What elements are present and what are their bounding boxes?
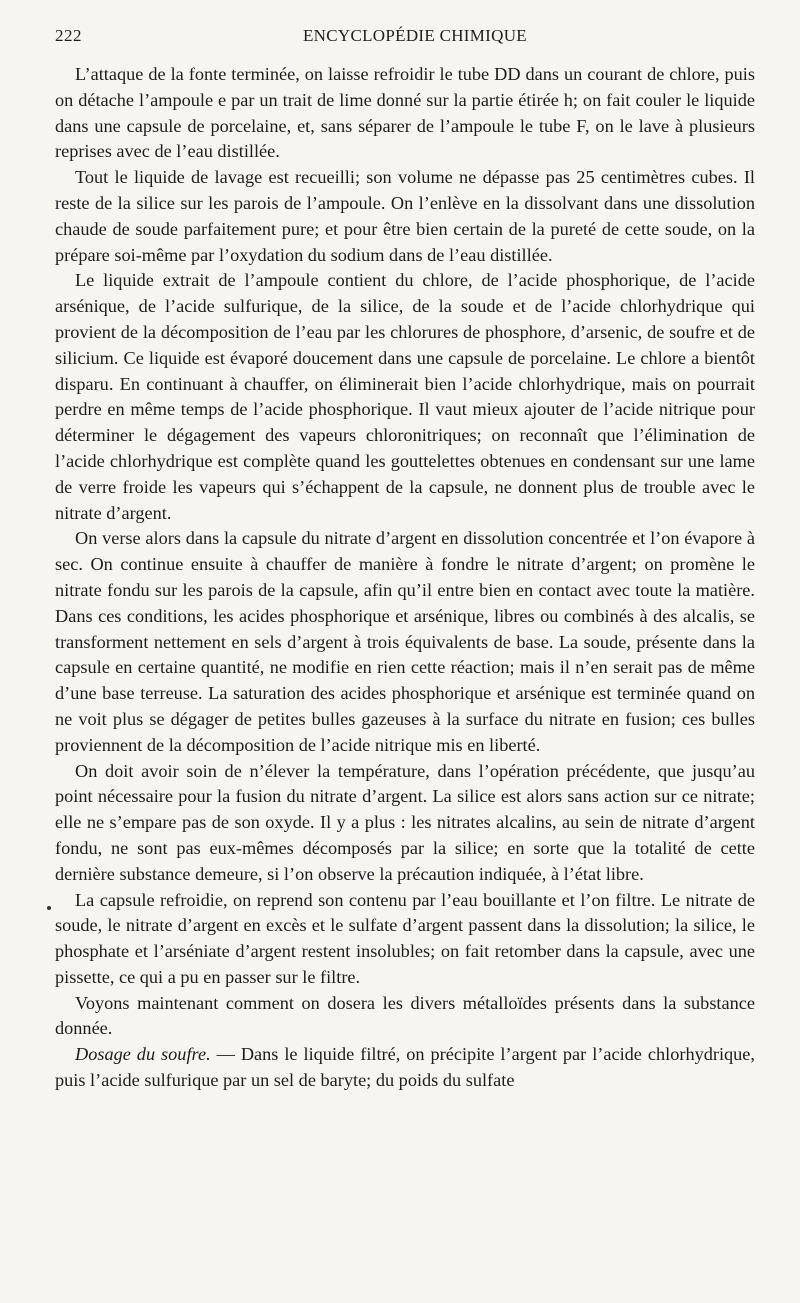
paragraph-3: Le liquide extrait de l’ampoule contient du chlore, de l’acide phosphorique, de l’acide arsénique, de l’acide sulfurique, de la silice, de la soude et de l’acide chlorhydrique qui provient de la décomposition de l’eau par les chlorures de phosphore, d’arsenic, de soufre et de silicium. Ce liquide est évaporé doucement dans une capsule de porcelaine. Le chlore a bientôt disparu. En continuant à chauffer, on éliminerait bien l’acide chlorhydrique, mais on pourrait perdre en même temps de l’acide phosphorique. Il vaut mieux ajouter de l’acide nitrique pour déterminer le dégagement des vapeurs chloronitriques; on reconnaît que l’élimination de l’acide chlorhydrique est complète quand les gouttelettes obtenues en condensant sur une lame de verre froide les vapeurs qui s’échappent de la capsule, ne donnent plus de trouble avec le nitrate d’argent. [55, 270, 755, 523]
margin-mark [47, 906, 51, 910]
paragraph-2: Tout le liquide de lavage est recueilli; son volume ne dépasse pas 25 centimètres cubes. Il reste de la silice sur les parois de l’ampoule. On l’enlève en la dissolvant dans une dissolution chaude de soude parfaitement pure; et pour être bien certain de la pureté de cette soude, on la prépare soi-même par l’oxydation du sodium dans de l’eau distillée. [55, 167, 755, 265]
page-number: 222 [55, 26, 82, 45]
section-lead: Dosage du soufre. [75, 1044, 211, 1065]
running-head: ENCYCLOPÉDIE CHIMIQUE [303, 26, 527, 45]
paragraph-7: Voyons maintenant comment on dosera les divers métalloïdes présents dans la substance donnée. [55, 992, 755, 1039]
paragraph-5: On doit avoir soin de n’élever la température, dans l’opération précédente, que jusqu’au point nécessaire pour la fusion du nitrate d’argent. La silice est alors sans action sur ce nitrate; elle ne s’empare pas de son oxyde. Il y a plus : les nitrates alcalins, au sein de nitrate d’argent fondu, ne sont pas eux-mêmes décomposés par la silice; en sorte que la totalité de cette dernière substance demeure, si l’on observe la précaution indiquée, à l’état libre. [55, 760, 755, 884]
section-text: — Dans le liquide filtré, on précipite l’argent par l’acide chlorhydrique, puis l’acide sulfurique par un sel de baryte; du poids du sulfate [55, 1044, 755, 1091]
paragraph-1: L’attaque de la fonte terminée, on laisse refroidir le tube DD dans un courant de chlore, puis on détache l’ampoule e par un trait de lime donné sur la partie étirée h; on fait couler le liquide dans une capsule de porcelaine, et, sans séparer de l’ampoule le tube F, on le lave à plusieurs reprises avec de l’eau distillée. [55, 64, 755, 162]
paragraph-8 [55, 1042, 755, 1094]
paragraph-6: La capsule refroidie, on reprend son contenu par l’eau bouillante et l’on filtre. Le nitrate de soude, le nitrate d’argent en excès et le sulfate d’argent passent dans la dissolution; la silice, le phosphate et l’arséniate d’argent restent insolubles; on fait retomber dans la capsule, avec une pissette, ce qui a pu en passer sur le filtre. [55, 889, 755, 987]
page-header [55, 26, 755, 54]
body-text [55, 62, 755, 1094]
paragraph-4: On verse alors dans la capsule du nitrate d’argent en dissolution concentrée et l’on évapore à sec. On continue ensuite à chauffer de manière à fondre le nitrate d’argent; on promène le nitrate fondu sur les parois de la capsule, afin qu’il entre bien en contact avec toute la matière. Dans ces conditions, les acides phosphorique et arsénique, libres ou combinés à des alcalis, se transforment nettement en sels d’argent à trois équivalents de base. La soude, présente dans la capsule en certaine quantité, ne modifie en rien cette réaction; mais il n’en serait pas de même d’une base terreuse. La saturation des acides phosphorique et arsénique est terminée quand on ne voit plus se dégager de petites bulles gazeuses à la surface du nitrate en fusion; ces bulles proviennent de la décomposition de l’acide nitrique mis en liberté. [55, 528, 755, 755]
